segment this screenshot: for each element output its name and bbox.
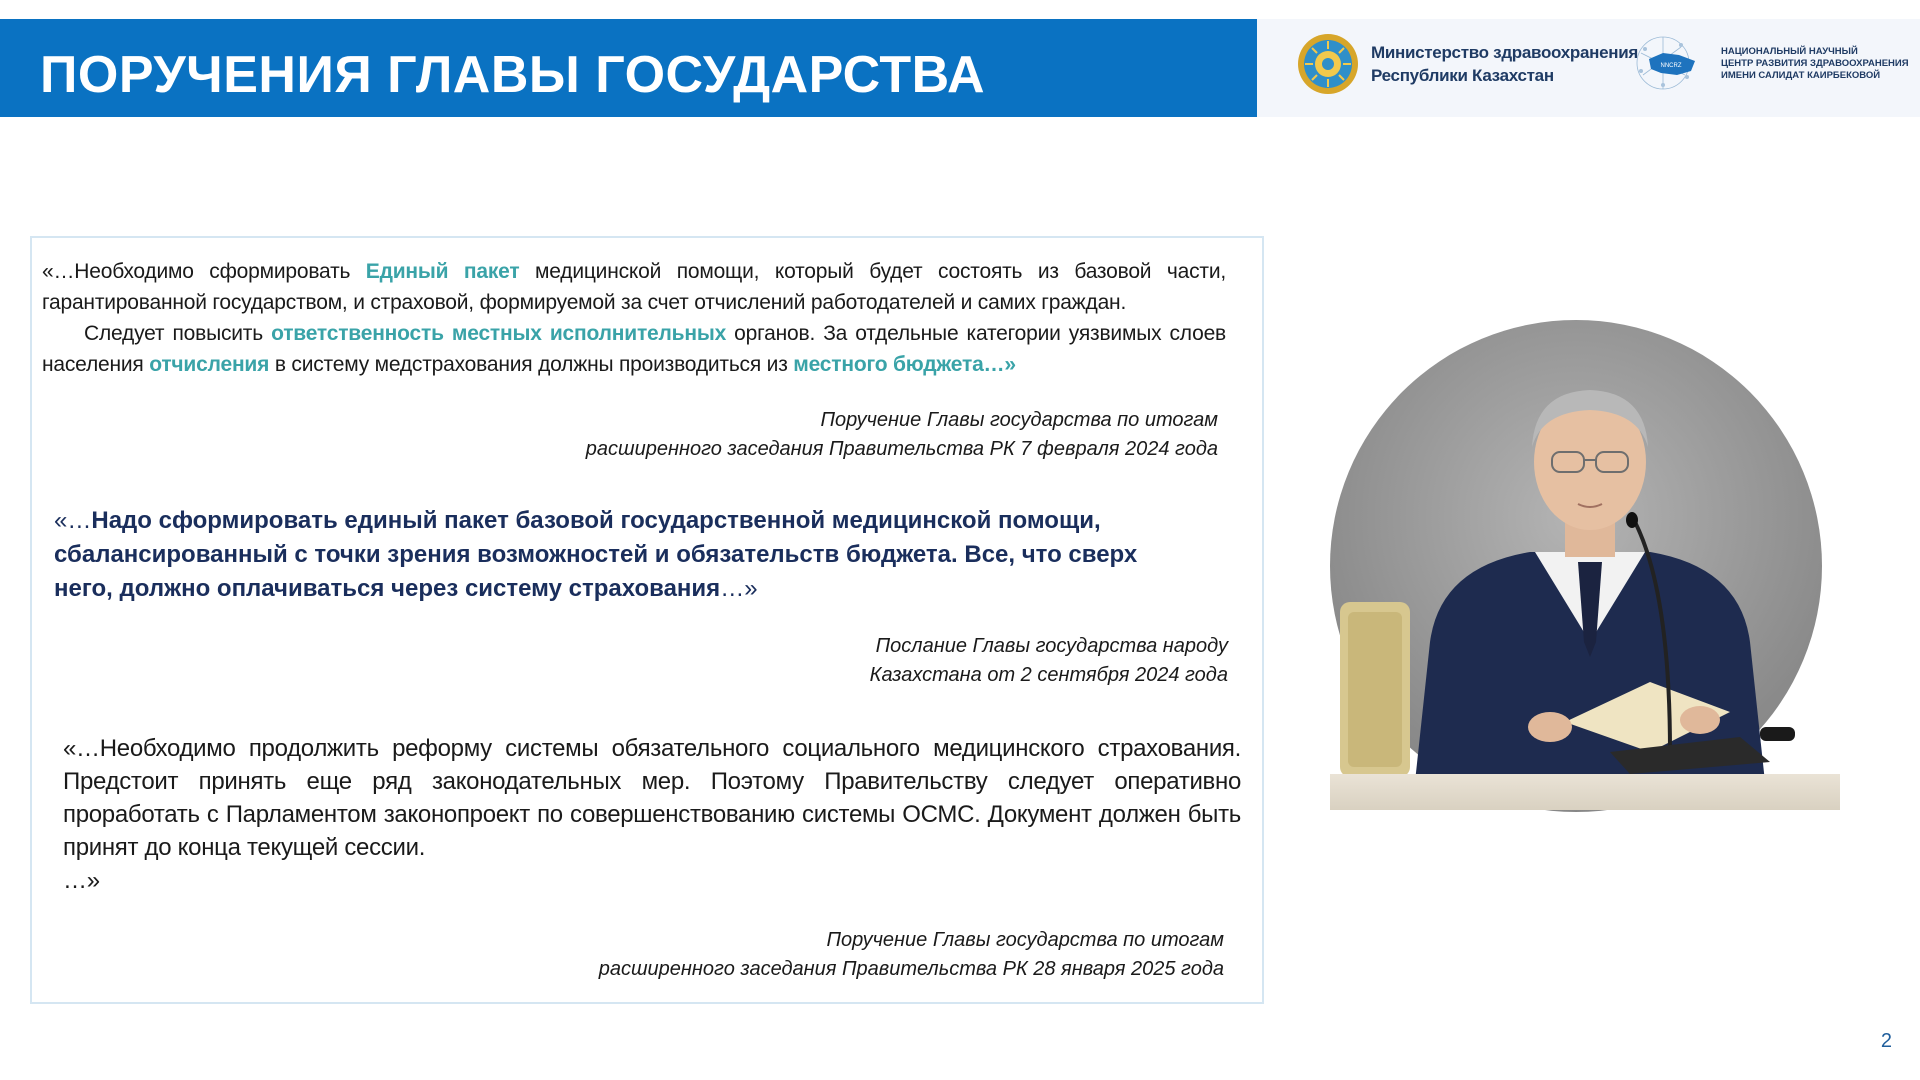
quote-1-highlight: местного бюджета…»: [793, 353, 1016, 376]
quote-1: [42, 256, 1226, 376]
quote-2-source-line-1: Послание Главы государства народу: [875, 635, 1228, 657]
quote-2-close: …»: [720, 575, 758, 602]
ministry-name: [1371, 41, 1638, 87]
quote-3: [63, 732, 1241, 897]
center-line-2: ЦЕНТР РАЗВИТИЯ ЗДРАВООХРАНЕНИЯ: [1721, 58, 1909, 69]
quote-1-highlight: отчисления: [149, 353, 270, 376]
quote-2-source-line-2: Казахстана от 2 сентября 2024 года: [869, 664, 1228, 686]
desk: [1330, 774, 1840, 810]
quote-3-source-line-2: расширенного заседания Правительства РК 28 января 2025 года: [598, 958, 1224, 980]
quote-2-text: Надо сформировать единый пакет базовой государственной медицинской помощи, сбалансированный с точки зрения возможностей и обязательств бюджета. Все, что сверх него, должно оплачиваться через систему страхования: [54, 507, 1138, 602]
center-line-1: НАЦИОНАЛЬНЫЙ НАУЧНЫЙ: [1721, 46, 1858, 57]
kazakhstan-state-emblem-icon: [1297, 33, 1359, 95]
quote-1-source-line-1: Поручение Главы государства по итогам: [820, 409, 1218, 431]
quote-2: [54, 504, 1184, 606]
ministry-line-1: Министерство здравоохранения: [1371, 43, 1638, 62]
ministry-line-2: Республики Казахстан: [1371, 66, 1554, 85]
head-of-state-photo: [1320, 312, 1850, 812]
head-of-state-figure-icon: [1320, 312, 1850, 812]
quotes-panel: [30, 236, 1264, 1004]
quote-2-source: [870, 632, 1228, 690]
quote-1-text: органов. За отдельные категории уязвимых слоев населения: [42, 322, 1226, 376]
page-number: 2: [1880, 1030, 1892, 1052]
quote-1-highlight: ответственность местных исполнительных: [271, 322, 727, 345]
quote-1-highlight: Единый пакет: [365, 260, 520, 283]
quote-1-text: медицинской помощи, который будет состоять из базовой части, гарантированной государством, и страховой, формируемой за счет отчислений работодателей и самих граждан.: [42, 260, 1226, 314]
page-title: ПОРУЧЕНИЯ ГЛАВЫ ГОСУДАРСТВА: [40, 46, 986, 104]
quote-1-text: Следует повысить: [84, 322, 272, 345]
quote-2-open: «…: [54, 507, 92, 534]
quote-1-text: в систему медстрахования должны производиться из: [269, 353, 794, 376]
quote-1-text: «…Необходимо сформировать: [42, 260, 366, 283]
nncrz-logo-text: NNCRZ: [1660, 63, 1682, 69]
quote-3-source: [599, 926, 1224, 984]
quote-1-paragraph-2: [42, 318, 1226, 376]
quote-3-text: «…Необходимо продолжить реформу системы обязательного социального медицинского страхования. Предстоит принять еще ряд законодательных мер. Поэтому Правительству следует оперативно проработать с Парламентом законопроект по совершенствованию системы ОСМС. Документ должен быть принят до конца текущей сессии.: [63, 735, 1241, 861]
quote-3-close: …»: [63, 867, 100, 894]
header-bar: [0, 19, 1257, 117]
quote-1-source: [586, 406, 1218, 464]
quote-3-source-line-1: Поручение Главы государства по итогам: [826, 929, 1224, 951]
quote-1-paragraph-1: [42, 256, 1226, 318]
center-name: [1721, 46, 1909, 82]
logo-strip: [1257, 19, 1920, 117]
quote-1-source-line-2: расширенного заседания Правительства РК 7 февраля 2024 года: [585, 438, 1218, 460]
nncrz-logo-icon: [1633, 33, 1709, 93]
center-line-3: ИМЕНИ САЛИДАТ КАИРБЕКОВОЙ: [1721, 70, 1881, 81]
